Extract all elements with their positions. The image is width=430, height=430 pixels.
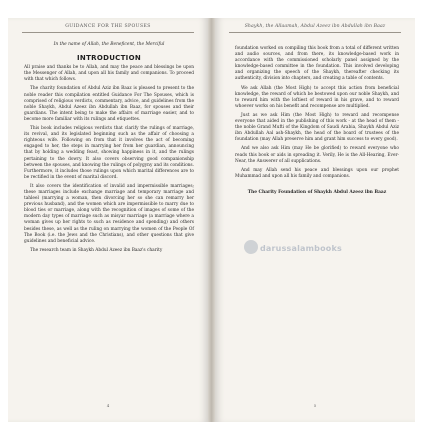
- header-rule: [229, 32, 401, 33]
- paragraph: This book includes religious verdicts that clarify the rulings of marriage, its revival, and its legislated beginning such as the affair of choosing a righteous wife. Following on from that it involves the act of becoming engaged to her, the steps in marrying her from her guardian, announcing that by holding a wedding feast, showing happiness in it, and the rulings pertaining to the dowry. It also covers observing good companionship between the spouses, and knowing the rulings of polygyny and its conditions. Furthermore, it includes those rulings upon which marital differences are to be rectified in the event of marital discord.: [24, 126, 194, 180]
- paragraph: We ask Allah (the Most High) to accept this action from beneficial knowledge, the reward of which be bestowed upon our noble Shaykh, and to reward him with the loftiest of reward in his grave, and to reward whoever works on his benefit and recompense are multiplied.: [235, 85, 399, 109]
- paragraph: All praise and thanks be to Allah, and may the peace and blessings be upon the Messenger of Allah, and upon all his family and companions. To proceed with that which follows.: [24, 65, 194, 83]
- running-head: GUIDANCE FOR THE SPOUSES: [65, 24, 151, 29]
- running-head: Shaykh, the Allaamah, Abdul Azeez ibn Abdullah ibn Baaz: [244, 24, 386, 29]
- page-number: 4: [106, 403, 110, 408]
- signature: The Charity Foundation of Shaykh Abdul Azeez ibn Baaz: [247, 189, 387, 195]
- paragraph: The research team in Shaykh Abdul Azeez ibn Baaz's charity: [30, 247, 163, 253]
- left-page-content: [24, 40, 194, 257]
- paragraph: It also covers the identification of invalid and impermissible marriages; these marriages include exchange marriage and temporary marriage and tahleel (marrying a woman, then divorcing her so she can remarry her previous husband), and the women which are impermissible to marry due to blood ties or marriage, along with the recognition of images of some of the modern day types of marriage such as misyar marriage (a marriage where a woman gives up her rights to such as residence and spending) and others besides these, as well as the ruling on marrying the women of the People Of The Book (i.e. the Jews and the Christians), and other questions that give guidelines and beneficial advice.: [24, 183, 194, 244]
- page-number: 5: [313, 403, 317, 408]
- watermark-logo-icon: [244, 240, 258, 254]
- section-title: INTRODUCTION: [77, 54, 141, 63]
- book-gutter: [208, 18, 215, 422]
- right-page-content: [235, 46, 399, 196]
- paragraph: The charity foundation of Abdul Aziz ibn Baaz is pleased to present to the noble reader this compilation entitled Guidance For The Spouses, which is comprised of religious verdicts, commentary, advice, and guidelines from the noble Shaykh, Abdul Azeez ibn Abdullah ibn Baaz, for spouses and their guardians. The intent being to make the affairs of marriage easier, and to become more familiar with its rulings and etiquettes.: [24, 86, 194, 122]
- basmala: In the name of Allah, the Beneficent, the Merciful: [53, 42, 165, 47]
- left-page: [8, 18, 208, 422]
- paragraph: And we also ask Him (may He be glorified) to reward everyone who reads this book or aids in spreading it. Verily, He is the All-Hearing, Ever-Near, the Answerer of all supplications.: [235, 146, 399, 164]
- paragraph: Just as we ask Him (the Most High) to reward and recompense everyone that aided in the publishing of this work - at the head of them - the noble Grand Mufti of the Kingdom of Saudi Arabia, Shaykh Abdul Aziz ibn Abdullah Aal ash-Shaykh, the head of the board of trustees of the foundation (may Allah preserve him and grant him success to every good).: [235, 112, 399, 143]
- header-rule: [22, 32, 194, 33]
- right-page: [215, 18, 415, 422]
- paragraph: foundation worked on compiling this book from a total of different written and audio sources, and from there, its knowledge-based work in accordance with the commissioned scholarly panel assigned by the knowledge-based committee in the foundation. This involved developing and organizing the speech of the Shaykh, thereafter checking its authenticity, division into chapters, and creating a table of contents.: [235, 46, 399, 82]
- paragraph: And may Allah send his peace and blessings upon our prophet Muhammad and upon all his family and companions.: [235, 167, 399, 179]
- watermark: darussalambooks: [260, 244, 342, 253]
